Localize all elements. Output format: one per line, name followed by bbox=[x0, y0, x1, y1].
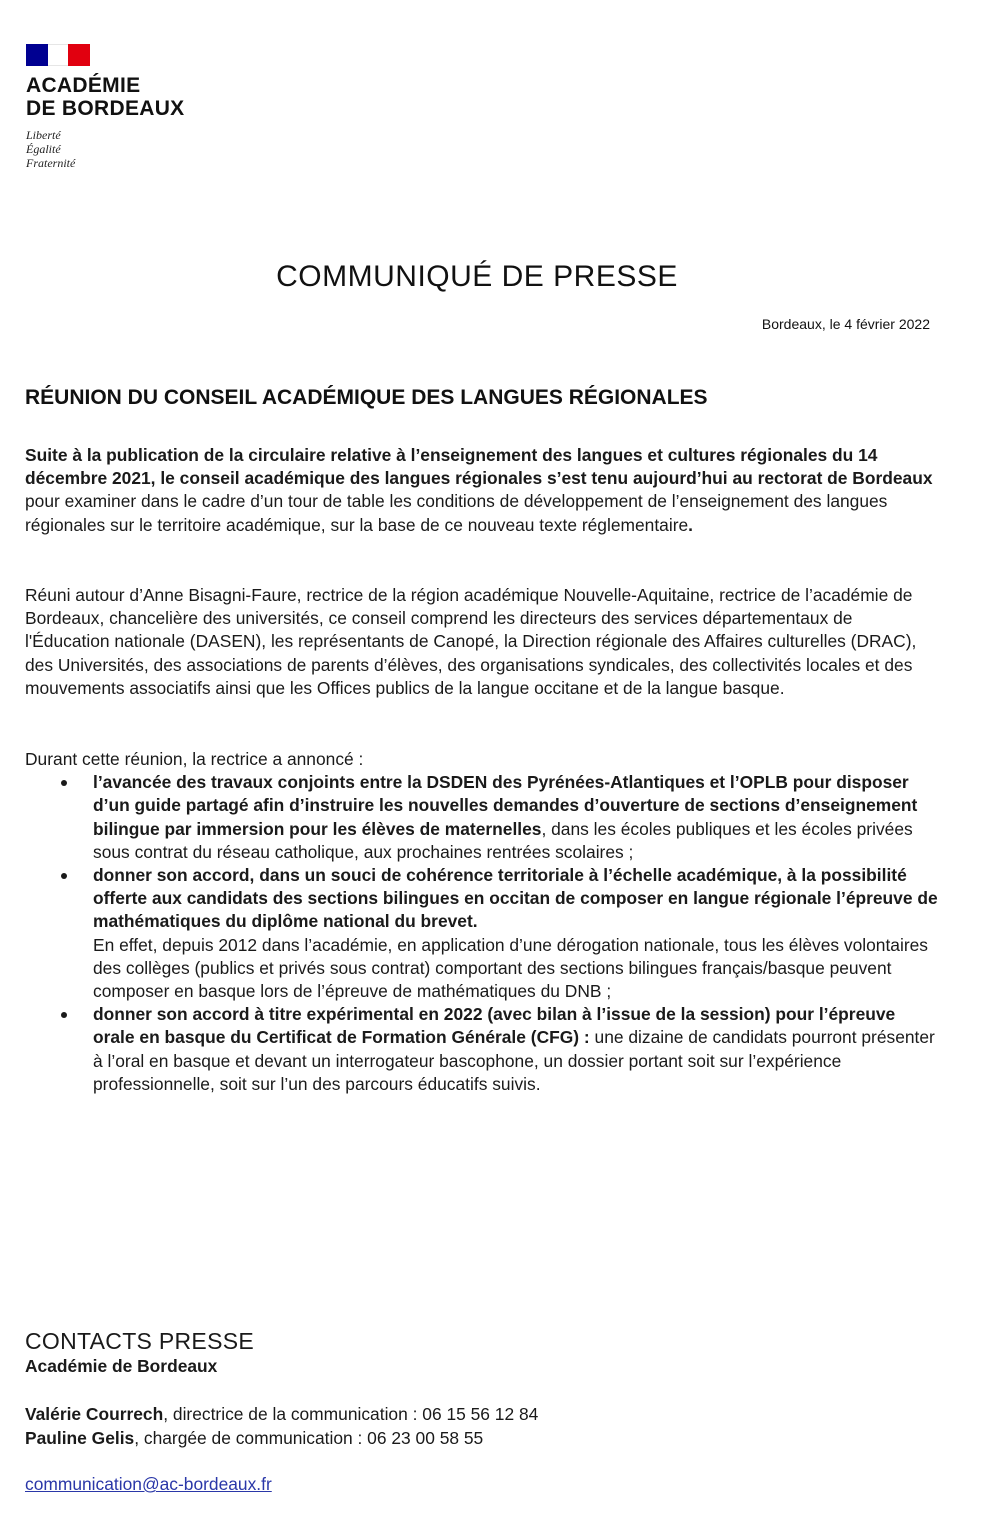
contact-role: , chargée de communication : 06 23 00 58 55 bbox=[134, 1428, 484, 1448]
document-date: Bordeaux, le 4 février 2022 bbox=[761, 316, 930, 332]
motto-fraternite: Fraternité bbox=[26, 156, 76, 170]
republic-motto bbox=[26, 128, 184, 170]
bullet-bold-text: donner son accord à titre expérimental en 2022 (avec bilan à l’issue de la session) pour l’épreuve orale en basque du Certificat de Formation Générale (CFG) : bbox=[93, 1004, 896, 1048]
contact-name: Pauline Gelis bbox=[25, 1428, 135, 1448]
institution-line-1: ACADÉMIE bbox=[26, 74, 141, 97]
announcements-list bbox=[25, 771, 940, 1096]
institution-name bbox=[26, 74, 184, 120]
section-heading: RÉUNION DU CONSEIL ACADÉMIQUE DES LANGUES RÉGIONALES bbox=[25, 386, 708, 409]
intro-normal-text: pour examiner dans le cadre d’un tour de table les conditions de développement de l’enseignement des langues régionales sur le territoire académique, sur la base de ce nouveau texte réglementaire bbox=[25, 491, 888, 535]
bullet-bold-text: donner son accord, dans un souci de cohérence territoriale à l’échelle académique, à la possibilité offerte aux candidats des sections bilingues en occitan de composer en langue régionale l’épreuve de mathématiques du diplôme national du brevet. bbox=[93, 865, 938, 932]
motto-liberte: Liberté bbox=[26, 128, 61, 142]
list-item bbox=[25, 771, 940, 864]
institution-line-2: DE BORDEAUX bbox=[26, 97, 185, 120]
bullet-icon bbox=[61, 1012, 67, 1018]
contacts-title: CONTACTS PRESSE bbox=[25, 1328, 254, 1354]
list-item bbox=[25, 1003, 940, 1096]
contacts-organization: Académie de Bordeaux bbox=[25, 1356, 218, 1376]
contact-email-link[interactable]: communication@ac-bordeaux.fr bbox=[25, 1474, 272, 1494]
document-title: COMMUNIQUÉ DE PRESSE bbox=[276, 260, 678, 293]
bullet-icon bbox=[61, 780, 67, 786]
bullet-bold-text: l’avancée des travaux conjoints entre la DSDEN des Pyrénées-Atlantiques et l’OPLB pour disposer d’un guide partagé afin d’instruire les nouvelles demandes d’ouverture de sections d’enseignement bilingue par immersion pour les élèves de maternelles bbox=[93, 772, 918, 839]
bullet-icon bbox=[61, 873, 67, 879]
bullet-normal-text: En effet, depuis 2012 dans l’académie, en application d’une dérogation nationale, tous les élèves volontaires des collèges (publics et privés sous contrat) comportant des sections bilingues français/basque peuvent composer en basque lors de l’épreuve de mathématiques du DNB ; bbox=[93, 934, 929, 1002]
contact-person bbox=[25, 1402, 940, 1426]
members-paragraph: Réuni autour d’Anne Bisagni-Faure, rectrice de la région académique Nouvelle-Aquitaine, rectrice de l’académie de Bordeaux, chancelière des universités, ce conseil comprend les directeurs des services départementaux de l'Éducation nationale (DASEN), les représentants de Canopé, la Direction régionale des Affaires culturelles (DRAC), des Universités, des associations de parents d’élèves, des organisations syndicales, des collectivités locales et des mouvements associatifs ainsi que les Offices publics de la langue occitane et de la langue basque. bbox=[25, 585, 917, 698]
announcements-section bbox=[25, 748, 940, 1096]
bullet-normal-text: une dizaine de candidats pourront présenter à l’oral en basque et devant un interrogateur bascophone, un dossier portant soit sur l’expérience professionnelle, soit sur l’un des parcours éducatifs suivis. bbox=[93, 1027, 935, 1094]
contact-role: , directrice de la communication : 06 15 56 12 84 bbox=[163, 1404, 539, 1424]
intro-paragraph bbox=[25, 444, 940, 537]
announcements-intro: Durant cette réunion, la rectrice a annoncé : bbox=[25, 749, 364, 769]
motto-egalite: Égalité bbox=[26, 142, 61, 156]
marianne-flag-icon bbox=[26, 44, 90, 66]
intro-end-punctuation: . bbox=[688, 514, 693, 535]
contact-person bbox=[25, 1426, 940, 1450]
contact-name: Valérie Courrech bbox=[25, 1404, 164, 1424]
intro-bold-text: Suite à la publication de la circulaire relative à l’enseignement des langues et cultures régionales du 14 décembre 2021, le conseil académique des langues régionales s’est tenu aujourd’hui au rectorat de Bordeaux bbox=[25, 445, 933, 489]
press-contacts bbox=[25, 1328, 940, 1495]
list-item bbox=[25, 864, 940, 1003]
bullet-normal-text: , dans les écoles publiques et les écoles privées sous contrat du réseau catholique, aux prochaines rentrées scolaires ; bbox=[93, 818, 913, 862]
academie-logo bbox=[26, 44, 184, 170]
